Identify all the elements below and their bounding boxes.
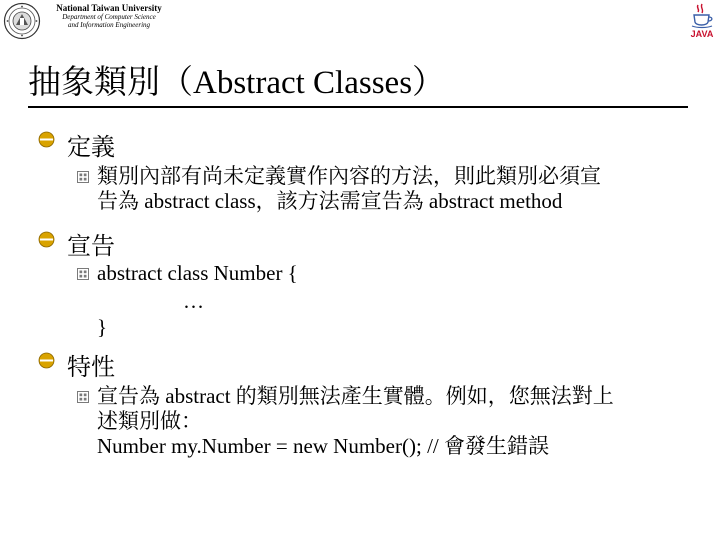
code-line: } (97, 315, 108, 339)
java-logo-icon (687, 2, 717, 40)
university-header (44, 3, 174, 29)
slide-title: 抽象類別（Abstract Classes） (28, 65, 446, 101)
item-text-line: 述類別做： (97, 409, 202, 433)
item-text-line: 宣告為 abstract 的類別無法產生實體。例如，您無法對上 (97, 384, 614, 408)
section-bullet-icon (38, 131, 55, 148)
ntu-seal-icon (3, 2, 41, 40)
item-bullet-icon (77, 170, 89, 182)
university-name: National Taiwan University (56, 3, 162, 13)
section-heading-definition: 定義 (67, 135, 115, 161)
item-bullet-icon (77, 267, 89, 279)
department-line-2: and Information Engineering (67, 21, 151, 30)
code-line-ellipsis: … (183, 289, 204, 313)
section-bullet-icon (38, 352, 55, 369)
item-text-line: 告為 abstract class，該方法需宣告為 abstract method (97, 189, 563, 213)
section-heading-declaration: 宣告 (67, 234, 115, 260)
code-line: abstract class Number { (97, 261, 298, 285)
item-text-line: 類別內部有尚未定義實作內容的方法，則此類別必須宣 (97, 164, 601, 188)
java-logo-text: JAVA (690, 29, 714, 39)
item-text-line: Number my.Number = new Number(); // 會發生錯誤 (97, 434, 549, 458)
department-line-1: Department of Computer Science (62, 13, 156, 22)
item-bullet-icon (77, 390, 89, 402)
section-heading-properties: 特性 (67, 355, 115, 381)
title-underline (28, 106, 688, 108)
section-bullet-icon (38, 231, 55, 248)
